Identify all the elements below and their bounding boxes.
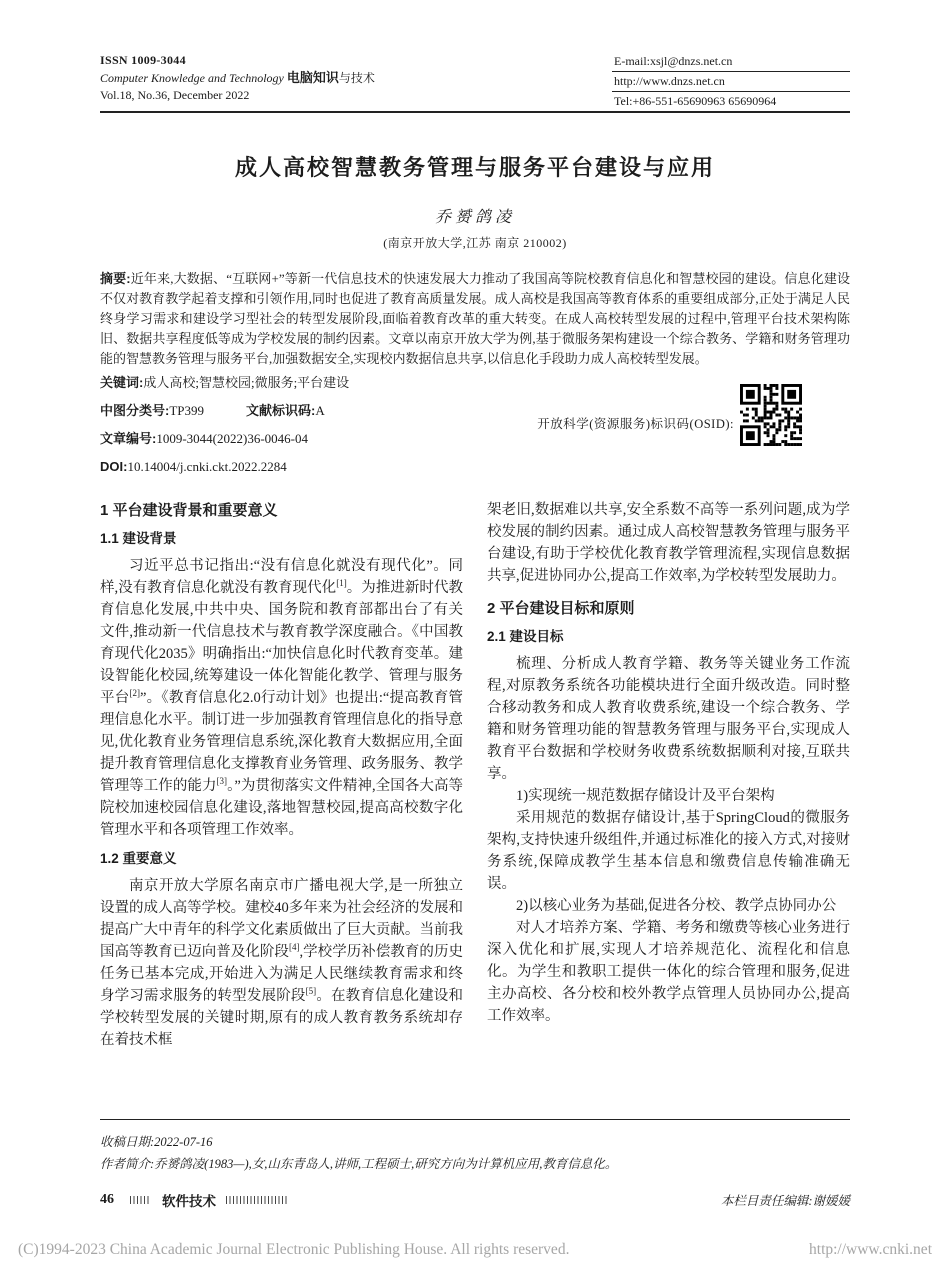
doi-line bbox=[100, 457, 850, 477]
clc-value: TP399 bbox=[169, 403, 205, 418]
copyright-bar bbox=[18, 1241, 932, 1259]
section-heading-1: 1 平台建设背景和重要意义 bbox=[100, 502, 278, 519]
right-column bbox=[487, 499, 850, 1119]
journal-website: http://www.dnzs.net.cn bbox=[612, 72, 850, 92]
journal-name-english: Computer Knowledge and Technology bbox=[100, 71, 284, 85]
barcode-decoration bbox=[226, 1196, 288, 1204]
journal-name-chinese-suffix: 与技术 bbox=[338, 71, 375, 85]
body-paragraph: 习近平总书记指出:“没有信息化就没有现代化”。同样,没有教育信息化就没有教育现代化[1]。为推进新时代教育信息化发展,中共中央、国务院和教育部都出台了有关文件,推动新一代信息技术与教育教学深度融合。《中国教育现代化2035》明确指出:“加快信息化时代教育变革。建设智能化校园,统筹建设一体化智能化教学、管理与服务平台[2]”。《教育信息化2.0行动计划》也提出:“提高教育管理信息化水平。制订进一步加强教育管理信息化的指导意见,优化教育业务管理信息系统,深化教育大数据应用,全面提升教育管理信息化支撑教育业务管理、政务服务、教学管理等工作的能力[3]。”为贯彻落实文件精神,全国各大高等院校加速校园信息化建设,落地智慧校园,提高高校数字化管理水平和各项管理工作效率。 bbox=[100, 558, 464, 838]
footnote-block bbox=[100, 1119, 850, 1175]
article-body bbox=[100, 499, 850, 1119]
section-heading-2: 2 平台建设目标和原则 bbox=[487, 600, 635, 617]
left-column bbox=[100, 499, 463, 1119]
page-footer bbox=[100, 1190, 850, 1210]
keywords-text: 成人高校;智慧校园;微服务;平台建设 bbox=[143, 375, 350, 390]
journal-header-right bbox=[612, 52, 850, 111]
barcode-decoration bbox=[130, 1196, 150, 1204]
cnki-url: http://www.cnki.net bbox=[809, 1241, 932, 1258]
page-title: 成人高校智慧教务管理与服务平台建设与应用 bbox=[234, 155, 715, 180]
abstract-label: 摘要: bbox=[100, 271, 131, 286]
author-name: 乔赟鸽凌 bbox=[434, 209, 515, 226]
body-paragraph: 南京开放大学原名南京市广播电视大学,是一所独立设置的成人高等学校。建校40多年来为社会经济的发展和提高广大中青年的科学文化素质做出了巨大贡献。当前我国高等教育已迈向普及化阶段[4],学校学历补偿教育的历史任务已基本完成,开始进入为满足人民继续教育需求和终身学习需求服务的转型发展阶段[5]。在教育信息化建设和学校转型发展的关键时期,原有的成人教育教务系统却存在着技术框 bbox=[100, 878, 464, 1048]
journal-name-chinese: 电脑知识 bbox=[286, 70, 339, 85]
journal-telephone: Tel:+86-551-65690963 65690964 bbox=[614, 94, 777, 108]
received-date: 收稿日期:2022-07-16 bbox=[100, 1135, 213, 1149]
author-bio: 作者简介:乔赟鸽凌(1983—),女,山东青岛人,讲师,工程硕士,研究方向为计算机应用,教育信息化。 bbox=[100, 1157, 618, 1171]
body-paragraph: 1)实现统一规范数据存储设计及平台架构 bbox=[516, 788, 775, 804]
volume-issue-date: Vol.18, No.36, December 2022 bbox=[100, 88, 250, 102]
copyright-text: (C)1994-2023 China Academic Journal Electronic Publishing House. All rights reserved. bbox=[18, 1241, 570, 1258]
article-number-label: 文章编号: bbox=[100, 431, 157, 446]
journal-header bbox=[100, 52, 850, 113]
subsection-heading-1-2: 1.2 重要意义 bbox=[100, 851, 177, 866]
document-code-label: 文献标识码: bbox=[246, 403, 316, 418]
journal-email: E-mail:xsjl@dnzs.net.cn bbox=[612, 52, 850, 72]
responsible-editor: 本栏目责任编辑:谢媛媛 bbox=[720, 1194, 850, 1208]
body-paragraph: 2)以核心业务为基础,促进各分校、教学点协同办公 bbox=[516, 898, 837, 914]
body-paragraph-continuation: 架老旧,数据难以共享,安全系数不高等一系列问题,成为学校发展的制约因素。通过成人高校智慧教务管理与服务平台建设,有助于学校优化教育教学管理流程,实现信息数据共享,促进协同办公,提高工作效率,为学校转型发展助力。 bbox=[487, 502, 850, 584]
journal-name bbox=[100, 69, 375, 87]
issn-text: ISSN 1009-3044 bbox=[100, 53, 186, 67]
abstract-block bbox=[100, 269, 850, 369]
column-name: 软件技术 bbox=[162, 1194, 216, 1209]
osid-block bbox=[470, 384, 802, 446]
subsection-heading-2-1: 2.1 建设目标 bbox=[487, 629, 564, 644]
document-code-value: A bbox=[315, 403, 325, 418]
clc-label: 中图分类号: bbox=[100, 403, 170, 418]
journal-header-left bbox=[100, 52, 375, 111]
body-paragraph: 采用规范的数据存储设计,基于SpringCloud的微服务架构,支持快速升级组件,并通过标准化的接入方式,对接财务系统,保障成教学生基本信息和缴费信息传输准确无误。 bbox=[487, 810, 850, 892]
page-number: 46 bbox=[100, 1192, 114, 1207]
osid-qr-code bbox=[740, 384, 802, 446]
author-affiliation: (南京开放大学,江苏 南京 210002) bbox=[383, 236, 567, 250]
doi-value: 10.14004/j.cnki.ckt.2022.2284 bbox=[127, 459, 287, 474]
subsection-heading-1-1: 1.1 建设背景 bbox=[100, 531, 177, 546]
body-paragraph: 对人才培养方案、学籍、考务和缴费等核心业务进行深入优化和扩展,实现人才培养规范化、流程化和信息化。为学生和教职工提供一体化的综合管理和服务,促进主办高校、各分校和校外教学点管理人员协同办公,提高工作效率。 bbox=[487, 920, 850, 1024]
article-number-value: 1009-3044(2022)36-0046-04 bbox=[156, 431, 308, 446]
keywords-label: 关键词: bbox=[100, 375, 144, 390]
body-paragraph: 梳理、分析成人教育学籍、教务等关键业务工作流程,对原教务系统各功能模块进行全面升级改造。同时整合移动教务和成人教育收费系统,建设一个综合教务、学籍和财务管理功能的智慧教务管理与服务平台,实现成人教育平台数据和学校财务收费系统数据顺利对接,互联共享。 bbox=[487, 656, 850, 782]
osid-caption: 开放科学(资源服务)标识码(OSID): bbox=[537, 417, 734, 431]
abstract-text: 近年来,大数据、“互联网+”等新一代信息技术的快速发展大力推动了我国高等院校教育信息化和智慧校园的建设。信息化建设不仅对教育教学起着支撑和引领作用,同时也促进了教育高质量发展。成人高校是我国高等教育体系的重要组成部分,正处于满足人民终身学习需求和建设学习型社会的转型发展阶段,面临着教育改革的重大转变。在成人高校转型发展的过程中,管理平台技术架构陈旧、数据共享程度低等成为学校发展的制约因素。文章以南京开放大学为例,基于微服务架构建设一个综合教务、学籍和财务管理功能的智慧教务管理与服务平台,加强数据安全,实现校内数据信息共享,以信息化手段助力成人高校转型发展。 bbox=[100, 271, 850, 366]
doi-label: DOI: bbox=[100, 459, 128, 474]
